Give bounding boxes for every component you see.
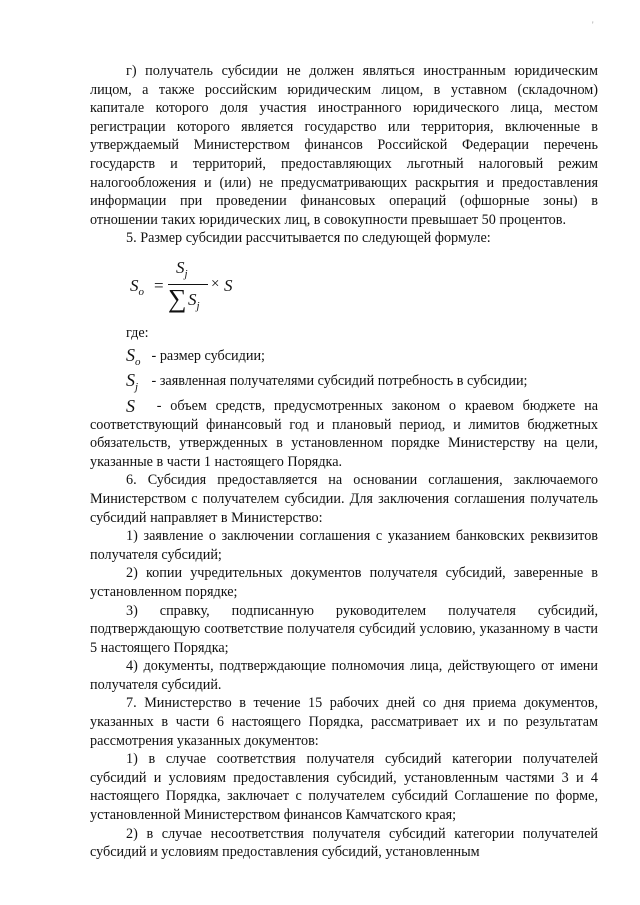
paragraph-6-item-4: 4) документы, подтверждающие полномочия лица, действующего от имени получателя субсидий. bbox=[90, 658, 598, 693]
paragraph-6-item-2: 2) копии учредительных документов получателя субсидий, заверенные в установленном порядке; bbox=[90, 565, 598, 600]
definition-s bbox=[90, 397, 598, 472]
paragraph-7-item-2: 2) в случае несоответствия получателя субсидий категории получателей субсидий и условиям предоставления субсидий, установленным bbox=[90, 825, 598, 861]
formula-times: × bbox=[211, 275, 220, 292]
formula-denominator: $S_j$ bbox=[188, 289, 200, 312]
paragraph-5: 5. Размер субсидии рассчитывается по следующей формуле: bbox=[126, 230, 491, 247]
page-corner-mark: ' bbox=[592, 20, 594, 30]
paragraph-7: 7. Министерство в течение 15 рабочих дней со дня приема документов, указанных в части 6 настоящего Порядка, рассматривает их и по результатам рассмотрения указанных документов: bbox=[90, 695, 598, 749]
subsidy-formula bbox=[90, 254, 598, 318]
formula-lhs: $S_o$ bbox=[130, 275, 144, 298]
formula-equals: = bbox=[154, 275, 164, 295]
paragraph-6-item-1: 1) заявление о заключении соглашения с указанием банковских реквизитов получателя субсидий; bbox=[90, 528, 598, 563]
definition-s-text: - объем средств, предусмотренных законом о краевом бюджете на соответствующий финансовый год и плановый период, и лимитов бюджетных обязательств, утвержденных в установленном порядке Министерству на цели, указанные в части 1 настоящего Порядка. bbox=[90, 397, 598, 470]
formula-factor: S bbox=[224, 275, 233, 295]
definition-so bbox=[90, 345, 598, 368]
symbol-so: $S_o$ bbox=[126, 344, 141, 368]
paragraph-6: 6. Субсидия предоставляется на основании соглашения, заключаемого Министерством с получателем субсидии. Для заключения соглашения получатель субсидий направляет в Министерство: bbox=[90, 472, 598, 526]
paragraph-7-item-1: 1) в случае соответствия получателя субсидий категории получателей субсидий и условиям предоставления субсидий, установленным частями 3 и 4 настоящего Порядка, заключает с получателем субсидий Соглашение по форме, установленной Министерством финансов Камчатского края; bbox=[90, 751, 598, 824]
where-label: где: bbox=[126, 324, 149, 341]
formula-sigma: ∑ bbox=[168, 283, 187, 313]
document-page bbox=[90, 62, 598, 862]
paragraph-subitem-g: г) получатель субсидии не должен являться иностранным юридическим лицом, а также российским юридическим лицом, в уставном (складочном) капитале которого доля участия иностранного юридического лица, местом регистрации которого является государство или территория, включенные в утверждаемый Министерством финансов Российской Федерации перечень государств и территорий, предоставляющих льготный налоговый режим налогообложения и (или) не предусматривающих раскрытия и предоставления информации при проведении финансовых операций (офшорные зоны) в отношении таких юридических лиц, в совокупности превышает 50 процентов. bbox=[90, 63, 598, 228]
definition-sj bbox=[90, 370, 598, 393]
definition-so-text: - размер субсидии; bbox=[148, 347, 265, 364]
formula-numerator: $S_j$ bbox=[176, 257, 188, 280]
symbol-s: S bbox=[126, 395, 135, 416]
paragraph-6-item-3: 3) справку, подписанную руководителем получателя субсидий, подтверждающую соответствие получателя субсидий условию, указанному в части 5 настоящего Порядка; bbox=[90, 602, 598, 656]
symbol-sj: $S_j$ bbox=[126, 369, 139, 393]
definition-sj-text: - заявленная получателями субсидий потребность в субсидии; bbox=[148, 372, 528, 389]
